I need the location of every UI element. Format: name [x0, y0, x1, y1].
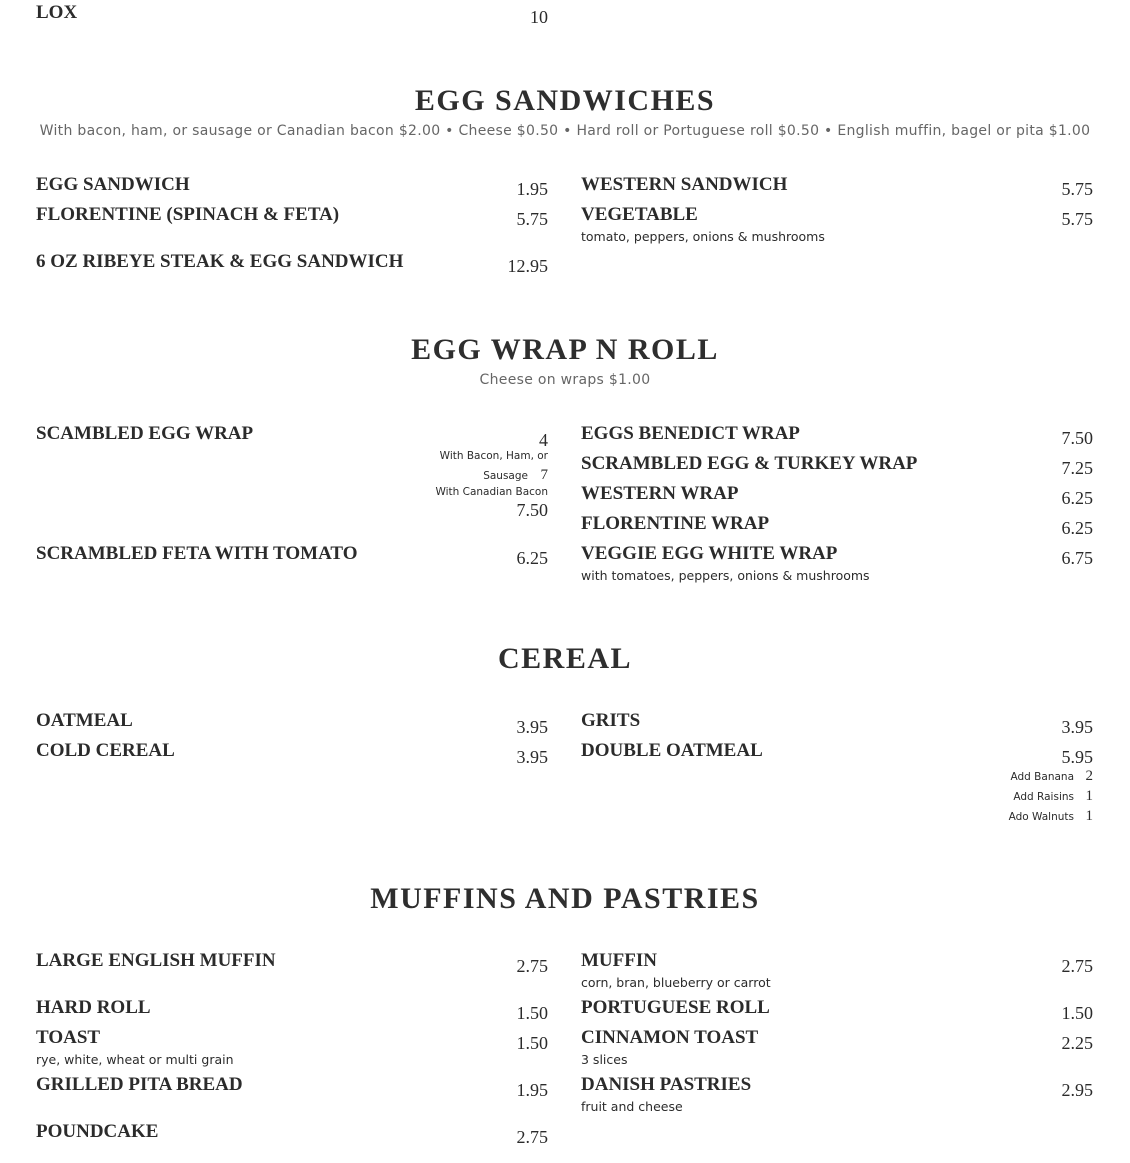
option-label: Sausage — [483, 470, 528, 482]
section-subtitle-egg-wrap: Cheese on wraps $1.00 — [479, 372, 651, 388]
option-price: 7.50 — [516, 500, 548, 520]
menu-item-price: 3.95 — [1061, 717, 1093, 737]
menu-item-name: VEGGIE EGG WHITE WRAP — [581, 543, 838, 564]
menu-item-price: 6.25 — [516, 548, 548, 568]
section-title-cereal: CEREAL — [497, 642, 633, 675]
menu-item-name: GRITS — [581, 710, 641, 731]
menu-item-price: 6.25 — [1061, 518, 1093, 538]
menu-item-name: TOAST — [36, 1027, 101, 1048]
menu-item-name: POUNDCAKE — [36, 1121, 159, 1142]
menu-item-name: LOX — [36, 2, 78, 23]
option-label: With Canadian Bacon — [435, 486, 548, 498]
menu-item-name: WESTERN SANDWICH — [581, 174, 788, 195]
menu-item-price: 2.95 — [1061, 1080, 1093, 1100]
menu-item-price: 10 — [530, 7, 548, 27]
menu-item-price: 4 — [539, 430, 548, 450]
menu-item-name: GRILLED PITA BREAD — [36, 1074, 243, 1095]
menu-item-price: 7.25 — [1061, 458, 1093, 478]
option-price: 7 — [540, 467, 548, 483]
menu-item-price: 2.75 — [516, 956, 548, 976]
menu-item-name: EGG SANDWICH — [36, 174, 190, 195]
addon-label: Ado Walnuts — [1008, 811, 1074, 823]
menu-item-description: with tomatoes, peppers, onions & mushrooms — [581, 568, 870, 583]
menu-item-name: CINNAMON TOAST — [581, 1027, 759, 1048]
menu-item-name: EGGS BENEDICT WRAP — [581, 423, 800, 444]
addon-label: Add Raisins — [1013, 791, 1074, 803]
menu-item-name: MUFFIN — [581, 950, 657, 971]
menu-item-price: 7.50 — [1061, 428, 1093, 448]
menu-item-name: SCRAMBLED FETA WITH TOMATO — [36, 543, 358, 564]
menu-item-name: DOUBLE OATMEAL — [581, 740, 763, 761]
menu-item-price: 1.50 — [516, 1033, 548, 1053]
menu-item-price: 2.75 — [1061, 956, 1093, 976]
menu-item-price: 5.75 — [1061, 209, 1093, 229]
menu-item-price: 3.95 — [516, 717, 548, 737]
menu-item-name: FLORENTINE (SPINACH & FETA) — [36, 204, 340, 225]
menu-item-name: VEGETABLE — [581, 204, 698, 225]
menu-item-name: SCRAMBLED EGG & TURKEY WRAP — [581, 453, 918, 474]
section-subtitle-egg-sandwiches: With bacon, ham, or sausage or Canadian bacon $2.00 • Cheese $0.50 • Hard roll or Portuguese roll $0.50 • English muffin, bagel or pita $1.00 — [39, 123, 1091, 139]
menu-item-price: 12.95 — [507, 256, 548, 276]
section-title-muffins: MUFFINS AND PASTRIES — [370, 882, 760, 915]
menu-item-price: 2.25 — [1061, 1033, 1093, 1053]
menu-item-name: LARGE ENGLISH MUFFIN — [36, 950, 276, 971]
menu-item-name: COLD CEREAL — [36, 740, 175, 761]
menu-item-price: 3.95 — [516, 747, 548, 767]
menu-item-price: 1.50 — [516, 1003, 548, 1023]
menu-item-name: HARD ROLL — [36, 997, 151, 1018]
menu-item-description: rye, white, wheat or multi grain — [36, 1052, 234, 1067]
menu-item-name: FLORENTINE WRAP — [581, 513, 770, 534]
menu-item-price: 1.95 — [516, 1080, 548, 1100]
section-title-egg-wrap: EGG WRAP N ROLL — [411, 333, 719, 366]
menu-item-description: 3 slices — [581, 1052, 628, 1067]
addon-price: 1 — [1085, 788, 1093, 804]
menu-item-description: corn, bran, blueberry or carrot — [581, 975, 771, 990]
menu-item-price: 5.95 — [1061, 747, 1093, 767]
menu-item-description: fruit and cheese — [581, 1099, 683, 1114]
menu-item-name: 6 OZ RIBEYE STEAK & EGG SANDWICH — [36, 251, 404, 272]
menu-item-price: 6.25 — [1061, 488, 1093, 508]
menu-item-price: 5.75 — [516, 209, 548, 229]
menu-item-name: WESTERN WRAP — [581, 483, 739, 504]
addon-price: 1 — [1085, 808, 1093, 824]
option-label: With Bacon, Ham, or — [439, 450, 548, 462]
menu-item-name: OATMEAL — [36, 710, 133, 731]
menu-item-name: SCAMBLED EGG WRAP — [36, 423, 254, 444]
menu-item-price: 1.50 — [1061, 1003, 1093, 1023]
section-title-egg-sandwiches: EGG SANDWICHES — [414, 84, 716, 117]
addon-price: 2 — [1085, 768, 1093, 784]
menu-item-price: 5.75 — [1061, 179, 1093, 199]
menu-item-name: PORTUGUESE ROLL — [581, 997, 770, 1018]
menu-item-description: tomato, peppers, onions & mushrooms — [581, 229, 825, 244]
menu-item-price: 2.75 — [516, 1127, 548, 1147]
menu-item-price: 6.75 — [1061, 548, 1093, 568]
addon-label: Add Banana — [1010, 771, 1074, 783]
menu-item-price: 1.95 — [516, 179, 548, 199]
menu-item-name: DANISH PASTRIES — [581, 1074, 752, 1095]
